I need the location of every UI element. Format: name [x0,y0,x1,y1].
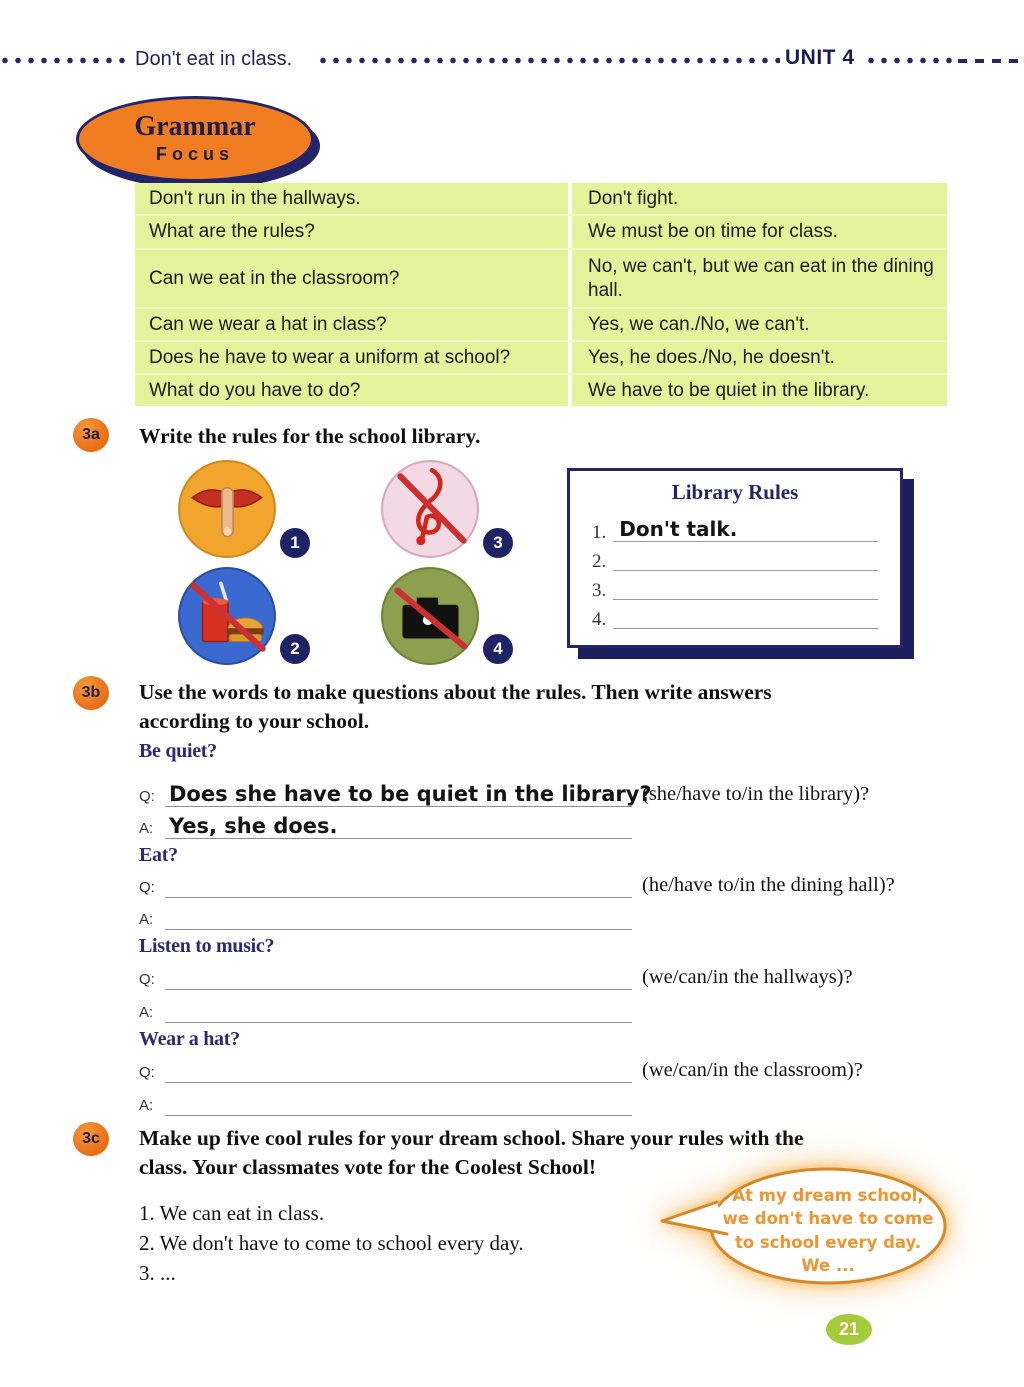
section-3b-title [139,678,954,736]
grammar-focus-subtitle: Focus [155,144,234,164]
icon-number-badge: 1 [280,528,310,558]
library-rule-line [592,513,878,542]
no-talking-icon [175,458,279,560]
table-cell-answer: We must be on time for class. [588,221,838,243]
question-hint: (she/have to/in the library)? [642,783,870,805]
table-row [135,340,947,373]
section-3c-title-line2: class. Your classmates vote for the Coolest School! [139,1155,597,1180]
q-prefix: Q: [139,1064,155,1081]
rule-number: 1. [592,522,607,543]
question-row [139,962,949,990]
rule-blank-line [613,599,878,629]
question-hint: (we/can/in the classroom)? [642,1059,863,1081]
answer-blank [165,1088,632,1116]
question-hint: (we/can/in the hallways)? [642,966,853,988]
section-3a-badge: 3a [73,418,109,452]
a-prefix: A: [139,820,154,837]
lesson-title: Don't eat in class. [135,48,293,70]
table-cell-question: Does he have to wear a uniform at school? [135,342,572,373]
a-prefix: A: [139,1004,154,1021]
table-cell-answer: We have to be quiet in the library. [588,379,870,401]
rule-number: 3. [592,580,607,601]
header-dots-right [866,56,958,65]
unit-label: UNIT 4 [785,46,855,69]
answer-row [139,995,949,1023]
section-3c-title-line1: Make up five cool rules for your dream school. Share your rules with the [139,1126,804,1150]
header-dots-middle [318,56,780,65]
prompt-label: Listen to music? [139,935,275,957]
answer-blank [165,811,632,839]
question-row [139,870,949,898]
rule-icons [173,456,518,668]
answer-row [139,811,949,839]
handwritten-rule: Don't talk. [619,517,738,541]
page-number-badge: 21 [826,1314,872,1345]
library-rules-card [567,468,903,648]
library-rule-line [592,600,878,629]
table-cell-question: What are the rules? [135,216,572,248]
q-prefix: Q: [139,879,155,896]
handwritten-answer: Yes, she does. [169,814,338,838]
table-cell-answer: Yes, he does./No, he doesn't. [588,346,835,368]
table-row [135,307,947,340]
rule-blank-line [613,541,878,571]
table-cell-answer: Yes, we can./No, we can't. [588,313,810,335]
prompt-label: Eat? [139,844,178,866]
table-row [135,214,947,248]
table-cell-answer: No, we can't, but we can eat in the dining hall. [588,255,934,301]
list-item: 1. We can eat in class. [139,1201,325,1225]
section-3b-title-line1: Use the words to make questions about the rules. Then write answers [139,680,772,704]
table-cell-answer: Don't fight. [588,187,679,209]
header-dashes-right [958,59,1024,63]
question-hint: (he/have to/in the dining hall)? [642,874,895,896]
library-rule-line [592,571,878,600]
no-photos-icon [378,565,482,667]
prompt-label: Wear a hat? [139,1028,240,1050]
rule-blank-line [613,570,878,600]
table-cell-question: What do you have to do? [135,375,572,406]
question-blank [165,870,632,898]
q-prefix: Q: [139,971,155,988]
a-prefix: A: [139,911,154,928]
icon-number-badge: 2 [280,634,310,664]
question-row [139,1055,949,1083]
section-3c-badge: 3c [73,1122,109,1156]
table-row [135,183,947,214]
table-cell-question: Can we eat in the classroom? [135,250,572,307]
table-row [135,248,947,307]
handwritten-question: Does she have to be quiet in the library? [169,782,652,806]
icon-number-badge: 3 [483,528,513,558]
question-blank [165,779,652,807]
answer-blank [165,995,632,1023]
icon-number-badge: 4 [483,634,513,664]
dream-school-rules [139,1198,524,1288]
section-3b-badge: 3b [73,676,109,710]
rule-number: 4. [592,609,607,630]
section-3a-title: Write the rules for the school library. [139,424,481,448]
speech-bubble-text: At my dream school, we don't have to come to school every day. We ... [722,1186,934,1276]
a-prefix: A: [139,1097,154,1114]
prompt-label: Be quiet? [139,740,217,762]
grammar-focus-title: Grammar [134,111,256,142]
list-item: 3. ... [139,1261,176,1285]
header-dots-left [0,56,130,65]
table-row [135,373,947,406]
grammar-table [135,183,947,406]
no-music-icon [378,458,482,560]
library-rules-title: Library Rules [671,480,799,504]
answer-blank [165,902,632,930]
question-blank [165,1055,632,1083]
rule-number: 2. [592,551,607,572]
answer-row [139,1088,949,1116]
library-rule-line [592,542,878,571]
question-row [139,779,949,807]
answer-row [139,902,949,930]
no-eating-icon [175,565,279,667]
table-cell-question: Can we wear a hat in class? [135,309,572,340]
list-item: 2. We don't have to come to school every day. [139,1231,524,1255]
table-cell-question: Don't run in the hallways. [135,183,572,214]
question-blank [165,962,632,990]
rule-blank-line [613,512,878,542]
q-prefix: Q: [139,788,155,805]
section-3b-title-line2: according to your school. [139,709,370,734]
grammar-focus-badge [76,96,314,182]
